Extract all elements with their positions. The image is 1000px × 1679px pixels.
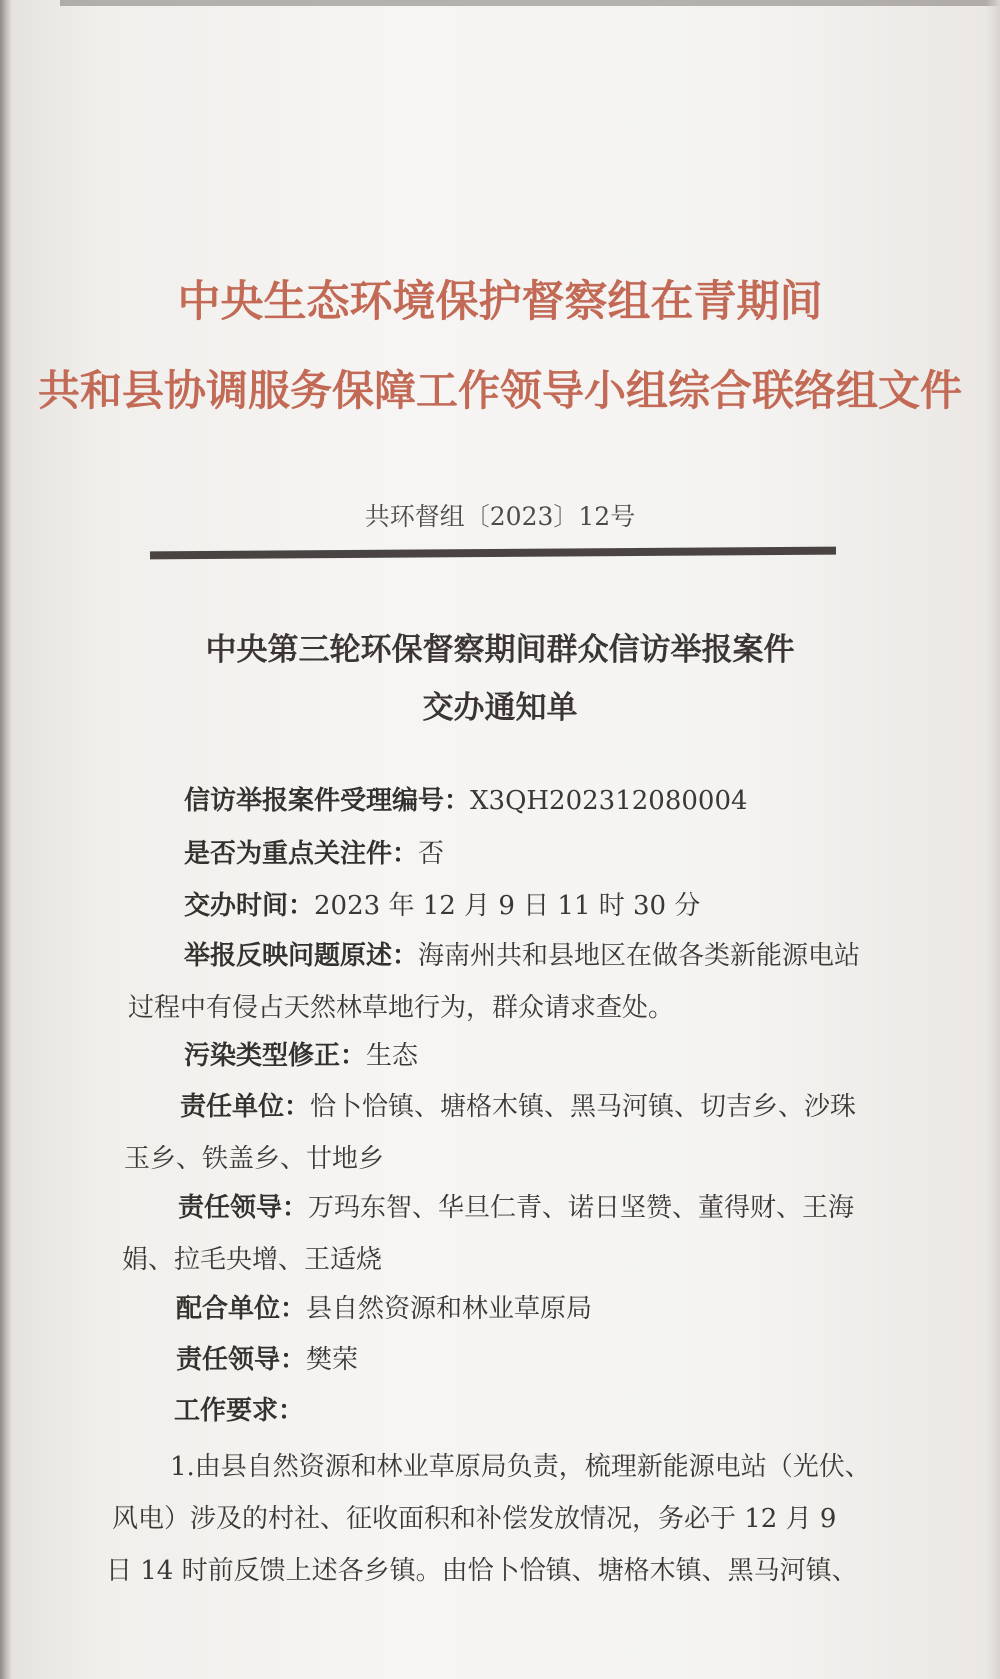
responsible-unit-row bbox=[180, 1086, 856, 1123]
case-number-value: X3QH202312080004 bbox=[470, 786, 748, 816]
pollution-type-label: 污染类型修正： bbox=[184, 1041, 367, 1071]
key-case-label: 是否为重点关注件： bbox=[184, 839, 419, 869]
cooperating-unit-value: 县自然资源和林业草原局 bbox=[306, 1294, 593, 1324]
notice-title-line2: 交办通知单 bbox=[422, 690, 578, 726]
assign-time-row bbox=[184, 885, 700, 922]
work-requirements-label: 工作要求： bbox=[174, 1396, 305, 1426]
case-number-row bbox=[184, 780, 748, 817]
original-complaint-value-line2: 过程中有侵占天然林草地行为，群众请求查处。 bbox=[128, 993, 675, 1023]
cooperating-unit-row bbox=[176, 1288, 592, 1325]
requirement-item1-line3: 日 14 时前反馈上述各乡镇。由恰卜恰镇、塘格木镇、黑马河镇、 bbox=[106, 1556, 858, 1586]
responsible-leader-value-line1: 万玛东智、华旦仁青、诺日坚赞、董得财、王海 bbox=[308, 1193, 855, 1223]
header-divider-rule bbox=[150, 547, 836, 560]
assign-time-label: 交办时间： bbox=[184, 891, 315, 921]
document-header-title-line2: 共和县协调服务保障工作领导小组综合联络组文件 bbox=[37, 366, 962, 415]
requirement-item1-line2: 风电）涉及的村社、征收面积和补偿发放情况，务必于 12 月 9 bbox=[112, 1504, 837, 1534]
pollution-type-value: 生态 bbox=[366, 1041, 419, 1071]
cooperating-leader-label: 责任领导： bbox=[176, 1345, 307, 1375]
responsible-leader-label: 责任领导： bbox=[178, 1193, 309, 1223]
pollution-type-row bbox=[184, 1035, 418, 1072]
responsible-leader-row bbox=[178, 1187, 854, 1224]
responsible-leader-value-line2: 娟、拉毛央增、王适烧 bbox=[122, 1245, 383, 1275]
original-complaint-row bbox=[184, 935, 860, 972]
document-number: 共环督组〔2023〕12号 bbox=[364, 502, 636, 531]
key-case-row bbox=[184, 833, 444, 870]
notice-title-line1: 中央第三轮环保督察期间群众信访举报案件 bbox=[205, 632, 795, 668]
binding-shadow bbox=[0, 0, 12, 1679]
cooperating-leader-value: 樊荣 bbox=[306, 1345, 359, 1375]
original-complaint-label: 举报反映问题原述： bbox=[184, 941, 419, 971]
responsible-unit-value-line2: 玉乡、铁盖乡、廿地乡 bbox=[124, 1144, 385, 1174]
responsible-unit-label: 责任单位： bbox=[180, 1092, 311, 1122]
cooperating-leader-row bbox=[176, 1339, 358, 1376]
responsible-unit-value-line1: 恰卜恰镇、塘格木镇、黑马河镇、切吉乡、沙珠 bbox=[310, 1092, 857, 1122]
case-number-label: 信访举报案件受理编号： bbox=[184, 786, 471, 816]
page-right-edge bbox=[986, 0, 1000, 1679]
original-complaint-value-line1: 海南州共和县地区在做各类新能源电站 bbox=[418, 941, 861, 971]
assign-time-value: 2023 年 12 月 9 日 11 时 30 分 bbox=[314, 891, 701, 921]
document-header-title-line1: 中央生态环境保护督察组在青期间 bbox=[177, 277, 823, 327]
cooperating-unit-label: 配合单位： bbox=[176, 1294, 307, 1324]
key-case-value: 否 bbox=[418, 839, 445, 869]
previous-page-edge bbox=[60, 0, 1000, 6]
requirement-item1-line1: 1.由县自然资源和林业草原局负责，梳理新能源电站（光伏、 bbox=[170, 1452, 871, 1482]
